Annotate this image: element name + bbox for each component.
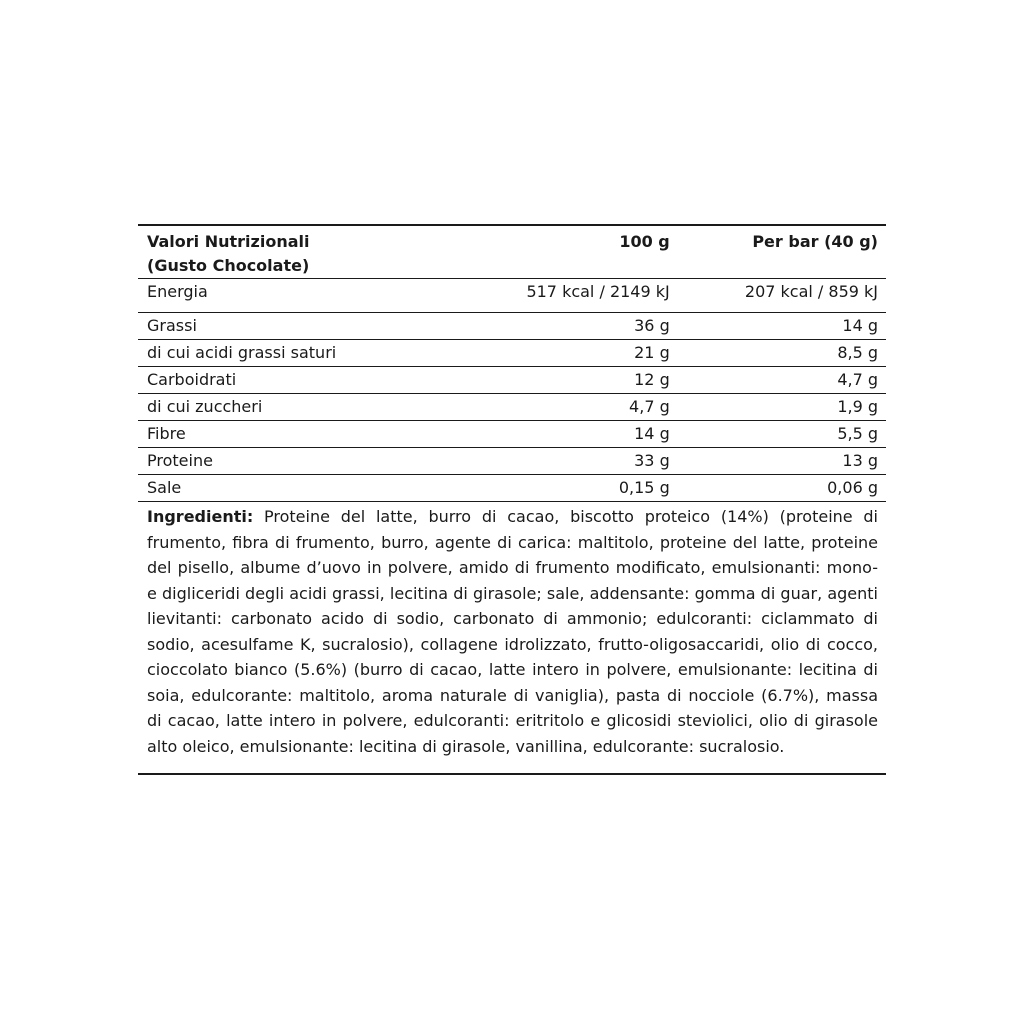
header-name: Valori Nutrizionali (Gusto Chocolate) [138, 225, 375, 279]
row-name: di cui acidi grassi saturi [138, 340, 375, 367]
table-row [138, 279, 886, 313]
header-per-100g: 100 g [375, 225, 678, 279]
row-name: Carboidrati [138, 367, 375, 394]
row-name: di cui zuccheri [138, 394, 375, 421]
row-per-bar: 13 g [678, 448, 886, 475]
row-per-bar: 4,7 g [678, 367, 886, 394]
row-name: Energia [138, 279, 375, 313]
row-per-100g: 517 kcal / 2149 kJ [375, 279, 678, 313]
row-name: Grassi [138, 313, 375, 340]
row-per-100g: 4,7 g [375, 394, 678, 421]
row-per-bar: 207 kcal / 859 kJ [678, 279, 886, 313]
table-header-row [138, 225, 886, 279]
row-per-bar: 5,5 g [678, 421, 886, 448]
row-per-bar: 14 g [678, 313, 886, 340]
row-per-100g: 21 g [375, 340, 678, 367]
row-per-100g: 0,15 g [375, 475, 678, 502]
table-row [138, 394, 886, 421]
row-per-bar: 1,9 g [678, 394, 886, 421]
ingredients-block [138, 502, 886, 775]
ingredients-label: Ingredienti: [147, 507, 254, 526]
row-per-100g: 36 g [375, 313, 678, 340]
nutrition-table [138, 224, 886, 502]
row-per-100g: 12 g [375, 367, 678, 394]
table-row [138, 313, 886, 340]
table-row [138, 421, 886, 448]
table-row [138, 340, 886, 367]
table-row [138, 448, 886, 475]
table-row [138, 475, 886, 502]
ingredients-text: Proteine del latte, burro di cacao, biscotto proteico (14%) (proteine di frumento, fibra di frumento, burro, agente di carica: maltitolo, proteine del latte, proteine del pisello, albume d’uovo in polvere, amido di frumento modificato, emulsionanti: mono- e digliceridi degli acidi grassi, lecitina di girasole; sale, addensante: gomma di guar, agenti lievitanti: carbonato acido di sodio, carbonato di ammonio; edulcoranti: ciclammato di sodio, acesulfame K, sucralosio), collagene idrolizzato, frutto-oligosaccaridi, olio di cocco, cioccolato bianco (5.6%) (burro di cacao, latte intero in polvere, emulsionante: lecitina di soia, edulcorante: maltitolo, aroma naturale di vaniglia), pasta di nocciole (6.7%), massa di cacao, latte intero in polvere, edulcoranti: eritritolo e glicosidi steviolici, olio di girasole alto oleico, emulsionante: lecitina di girasole, vanillina, edulcorante: sucralosio. [147, 507, 878, 756]
row-name: Fibre [138, 421, 375, 448]
row-per-bar: 0,06 g [678, 475, 886, 502]
nutrition-label [138, 224, 886, 775]
header-per-bar: Per bar (40 g) [678, 225, 886, 279]
row-name: Proteine [138, 448, 375, 475]
row-name: Sale [138, 475, 375, 502]
row-per-bar: 8,5 g [678, 340, 886, 367]
row-per-100g: 14 g [375, 421, 678, 448]
row-per-100g: 33 g [375, 448, 678, 475]
table-row [138, 367, 886, 394]
